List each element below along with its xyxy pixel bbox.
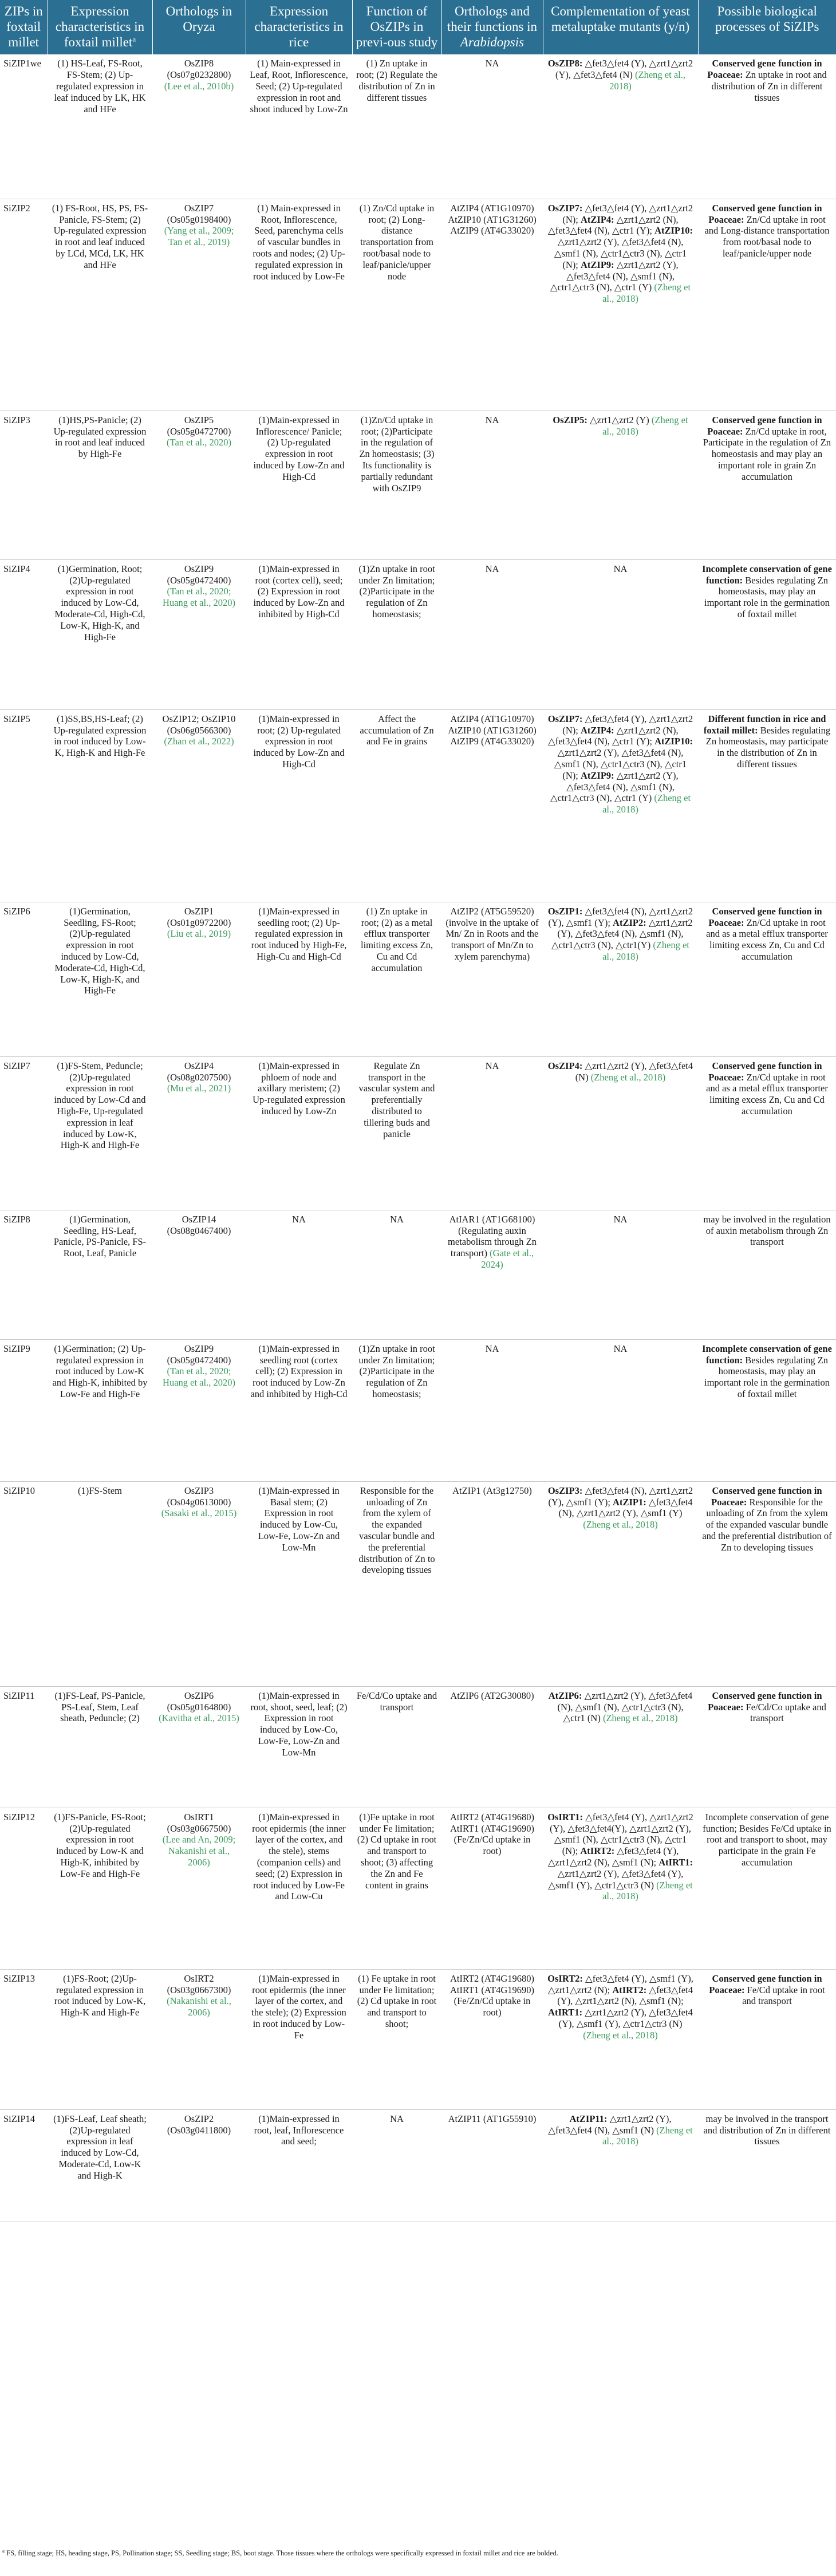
table-row bbox=[0, 902, 836, 1056]
table-header-row bbox=[0, 0, 836, 54]
citation-link[interactable]: (Liu et al., 2019) bbox=[167, 928, 231, 940]
ortholog-id: OsZIP12; OsZIP10 (Os06g0566300) bbox=[162, 713, 236, 736]
citation-link[interactable]: (Zheng et al., 2018) bbox=[602, 414, 688, 437]
rice-expression-cell: NA bbox=[246, 1210, 352, 1339]
zip-name-cell: SiZIP3 bbox=[0, 411, 48, 559]
oszip-function-cell: (1)Zn/Cd uptake in root; (2)Participate in the regulation of Zn homeostasis; (3) Its functionality is partially redundant with OsZIP9 bbox=[352, 411, 441, 559]
ortholog-id: OsZIP9 (Os05g0472400) bbox=[167, 1343, 231, 1366]
ortholog-id: OsZIP9 (Os05g0472400) bbox=[167, 563, 231, 586]
table-row bbox=[0, 709, 836, 902]
biological-process-cell: may be involved in the transport and distribution of Zn in different tissues bbox=[698, 2109, 836, 2222]
arabidopsis-text: AtIAR1 (AT1G68100) (Regulating auxin metabolism through Zn transport) bbox=[448, 1213, 537, 1259]
header-rice-expression: Expression characteristics in rice bbox=[246, 0, 352, 54]
oszip-function-cell: (1) Zn/Cd uptake in root; (2) Long-distance transportation from root/basal node to leaf/panicle/upper node bbox=[352, 199, 441, 411]
yeast-complementation-cell bbox=[543, 1686, 698, 1808]
yeast-text: AtZIP6: △zrt1△zrt2 (Y), △fet3△fet4 (N), △smf1 (N), △ctr1△ctr3 (N), △ctr1 (N) bbox=[548, 1690, 693, 1724]
yeast-complementation-cell bbox=[543, 2109, 698, 2222]
arabidopsis-text: NA bbox=[485, 58, 499, 69]
header-arabidopsis: Orthologs and their functions in Arabidopsis bbox=[441, 0, 543, 54]
foxtail-expression-cell: (1)FS-Leaf, Leaf sheath; (2)Up-regulated expression in leaf induced by Low-Cd, Moderate-Cd, Low-K and High-K bbox=[48, 2109, 152, 2222]
zip-name-cell: SiZIP4 bbox=[0, 559, 48, 709]
oszip-function-cell: (1)Zn uptake in root under Zn limitation; (2)Participate in the regulation of Zn homeostasis; bbox=[352, 559, 441, 709]
arabidopsis-text: AtZIP2 (AT5G59520) (involve in the uptake of Mn/ Zn in Roots and the transport of Mn/Zn to xylem parenchyma) bbox=[445, 905, 539, 962]
ortholog-id: OsZIP6 (Os05g0164800) bbox=[167, 1690, 231, 1713]
table-row bbox=[0, 1808, 836, 1969]
rice-expression-cell: (1)Main-expressed in phloem of node and axillary meristem; (2) Up-regulated expression induced by Low-Zn bbox=[246, 1056, 352, 1210]
yeast-complementation-cell bbox=[543, 1969, 698, 2109]
arabidopsis-ortholog-cell bbox=[441, 1969, 543, 2109]
yeast-text: NA bbox=[613, 1343, 628, 1354]
rice-ortholog-cell bbox=[152, 411, 246, 559]
table-footnote: $^a$ FS, filling stage; HS, heading stage, PS, Pollination stage; SS, Seedling stage; BS, boot stage. Those tissues where the orthologs were specifically expressed in foxtail millet and rice are bolded. bbox=[2, 2548, 558, 2558]
table-row bbox=[0, 1481, 836, 1686]
arabidopsis-ortholog-cell bbox=[441, 1210, 543, 1339]
oszip-function-cell: NA bbox=[352, 1210, 441, 1339]
biological-process-cell: Conserved gene function in Poaceae: Zn uptake in root and distribution of Zn in different tissues bbox=[698, 54, 836, 199]
zip-name-cell: SiZIP7 bbox=[0, 1056, 48, 1210]
arabidopsis-ortholog-cell bbox=[441, 902, 543, 1056]
table-row bbox=[0, 1210, 836, 1339]
yeast-text: NA bbox=[613, 1213, 628, 1225]
citation-link[interactable]: (Tan et al., 2020; Huang et al., 2020) bbox=[163, 1366, 235, 1388]
yeast-text: OsZIP7: △fet3△fet4 (Y), △zrt1△zrt2 (N); AtZIP4: △zrt1△zrt2 (N), △fet3△fet4 (N), △ctr1 (Y); AtZIP10: △zrt1△zrt2 (Y), △fet3△fet4 (N), △smf1 (N), △ctr1△ctr3 (N), △ctr1 (N); AtZIP9: △zrt1△zrt2 (Y), △fet3△fet4 (N), △smf1 (N), △ctr1△ctr3 (N), △ctr1 (Y) bbox=[547, 202, 693, 293]
rice-expression-cell: (1)Main-expressed in root, shoot, seed, leaf; (2) Expression in root induced by Low-Co, Low-Fe, Low-Zn and Low-Mn bbox=[246, 1686, 352, 1808]
ortholog-id: OsZIP7 (Os05g0198400) bbox=[167, 202, 231, 225]
table-row bbox=[0, 1686, 836, 1808]
arabidopsis-text: AtZIP6 (AT2G30080) bbox=[450, 1690, 534, 1701]
header-oszip-function: Function of OsZIPs in previ-ous study bbox=[352, 0, 441, 54]
rice-ortholog-cell bbox=[152, 2109, 246, 2222]
rice-expression-cell: (1)Main-expressed in seedling root; (2) Up-regulated expression in root induced by High-Fe, High-Cu and High-Cd bbox=[246, 902, 352, 1056]
yeast-complementation-cell bbox=[543, 54, 698, 199]
yeast-text: OsZIP3: △fet3△fet4 (N), △zrt1△zrt2 (Y), △smf1 (Y); AtZIP1: △fet3△fet4 (N), △zrt1△zrt2 (Y), △smf1 (Y) bbox=[547, 1485, 693, 1519]
rice-ortholog-cell bbox=[152, 902, 246, 1056]
foxtail-expression-cell: (1)Germination, Seedling, HS-Leaf, Panicle, PS-Panicle, FS-Root, Leaf, Panicle bbox=[48, 1210, 152, 1339]
citation-link[interactable]: (Yang et al., 2009; Tan et al., 2019) bbox=[164, 225, 234, 248]
biological-process-cell: Conserved gene function in Poaceae: Zn/Cd uptake in root and as a metal efflux transporter limiting excess Zn, Cu and Cd accumulation bbox=[698, 902, 836, 1056]
yeast-complementation-cell bbox=[543, 1210, 698, 1339]
citation-link[interactable]: (Zheng et al., 2018) bbox=[602, 282, 691, 305]
zip-name-cell: SiZIP6 bbox=[0, 902, 48, 1056]
foxtail-expression-cell: (1)FS-Root; (2)Up-regulated expression in root induced by Low-K, High-K and High-Fe bbox=[48, 1969, 152, 2109]
citation-link[interactable]: (Mu et al., 2021) bbox=[167, 1083, 231, 1094]
rice-expression-cell: (1) Main-expressed in Root, Inflorescence, Seed, parenchyma cells of vascular bundles in roots and nodes; (2) Up-regulated expression in root induced by Low-Fe bbox=[246, 199, 352, 411]
table-row bbox=[0, 1056, 836, 1210]
foxtail-expression-cell: (1)Germination, Seedling, FS-Root; (2)Up-regulated expression in root induced by Low-Cd, Moderate-Cd, High-Cd, Low-K, High-K, and High-Fe bbox=[48, 902, 152, 1056]
zip-name-cell: SiZIP10 bbox=[0, 1481, 48, 1686]
table-row bbox=[0, 1969, 836, 2109]
oszip-function-cell: Affect the accumulation of Zn and Fe in grains bbox=[352, 709, 441, 902]
yeast-text: NA bbox=[613, 563, 628, 574]
foxtail-expression-cell: (1)SS,BS,HS-Leaf; (2) Up-regulated expression in root induced by Low-K, High-K and High-Fe bbox=[48, 709, 152, 902]
arabidopsis-text: AtIRT2 (AT4G19680) AtIRT1 (AT4G19690) (Fe/Zn/Cd uptake in root) bbox=[449, 1973, 535, 2018]
yeast-complementation-cell bbox=[543, 411, 698, 559]
citation-link[interactable]: (Zheng et al., 2018) bbox=[609, 69, 685, 92]
oszip-function-cell: Fe/Cd/Co uptake and transport bbox=[352, 1686, 441, 1808]
yeast-text: OsZIP5: △zrt1△zrt2 (Y) bbox=[553, 414, 649, 425]
citation-link[interactable]: (Nakanishi et al., 2006) bbox=[167, 1995, 231, 2018]
header-zips: ZIPs in foxtail millet bbox=[0, 0, 48, 54]
citation-link[interactable]: (Kavitha et al., 2015) bbox=[159, 1713, 239, 1724]
ortholog-id: OsIRT1 (Os03g0667500) bbox=[167, 1811, 231, 1834]
citation-link[interactable]: (Zhan et al., 2022) bbox=[164, 736, 234, 747]
biological-process-cell: Conserved gene function in Poaceae: Zn/Cd uptake in root and as a metal efflux transporter limiting excess Zn, Cu and Cd accumulation bbox=[698, 1056, 836, 1210]
ortholog-id: OsIRT2 (Os03g0667300) bbox=[167, 1973, 231, 1995]
yeast-complementation-cell bbox=[543, 1056, 698, 1210]
citation-link[interactable]: (Sasaki et al., 2015) bbox=[161, 1508, 237, 1519]
arabidopsis-text: AtZIP1 (At3g12750) bbox=[452, 1485, 532, 1496]
biological-process-cell: Conserved gene function in Poaceae: Zn/Cd uptake in root, Participate in the regulation of Zn homeostasis and may play an important role in grain Zn accumulation bbox=[698, 411, 836, 559]
zip-name-cell: SiZIP5 bbox=[0, 709, 48, 902]
rice-ortholog-cell bbox=[152, 1210, 246, 1339]
rice-ortholog-cell bbox=[152, 199, 246, 411]
header-orthologs-oryza: Orthologs in Oryza bbox=[152, 0, 246, 54]
rice-ortholog-cell bbox=[152, 1808, 246, 1969]
biological-process-cell: Conserved gene function in Poaceae: Fe/Cd/Co uptake and transport bbox=[698, 1686, 836, 1808]
citation-link[interactable]: (Zheng et al., 2018) bbox=[583, 1519, 658, 1530]
header-biological-processes: Possible biological processes of SiZIPs bbox=[698, 0, 836, 54]
table-row bbox=[0, 411, 836, 559]
table-row bbox=[0, 199, 836, 411]
oszip-function-cell: Regulate Zn transport in the vascular system and preferentially distributed to tillering buds and panicle bbox=[352, 1056, 441, 1210]
rice-expression-cell: (1)Main-expressed in root (cortex cell), seed; (2) Expression in root induced by Low-Zn and inhibited by High-Cd bbox=[246, 559, 352, 709]
oszip-function-cell: (1) Zn uptake in root; (2) as a metal efflux transporter limiting excess Zn, Cu and Cd accumulation bbox=[352, 902, 441, 1056]
arabidopsis-text: NA bbox=[485, 414, 499, 425]
table-row bbox=[0, 1339, 836, 1481]
foxtail-expression-cell: (1)Germination; (2) Up-regulated expression in root induced by Low-K and High-K, inhibited by Low-Fe and High-Fe bbox=[48, 1339, 152, 1481]
arabidopsis-text: NA bbox=[485, 1060, 499, 1071]
arabidopsis-ortholog-cell bbox=[441, 559, 543, 709]
zip-name-cell: SiZIP11 bbox=[0, 1686, 48, 1808]
citation-link[interactable]: (Zheng et al., 2018) bbox=[602, 792, 691, 815]
foxtail-expression-cell: (1)FS-Stem, Peduncle; (2)Up-regulated expression in root induced by Low-Cd and High-Fe, Up-regulated expression in leaf induced by Low-K, High-K and High-Fe bbox=[48, 1056, 152, 1210]
arabidopsis-text: AtZIP4 (AT1G10970) AtZIP10 (AT1G31260) AtZIP9 (AT4G33020) bbox=[448, 713, 537, 747]
table-row bbox=[0, 559, 836, 709]
foxtail-expression-cell: (1) HS-Leaf, FS-Root, FS-Stem; (2) Up-regulated expression in leaf induced by LK, HK and HFe bbox=[48, 54, 152, 199]
rice-ortholog-cell bbox=[152, 559, 246, 709]
yeast-text: OsZIP8: △fet3△fet4 (Y), △zrt1△zrt2 (Y), △fet3△fet4 (N) bbox=[547, 58, 693, 81]
biological-process-cell: Conserved gene function in Poaceae: Responsible for the unloading of Zn from the xylem of the expanded vascular bundle and the preferential distribution of Zn to developing tissues bbox=[698, 1481, 836, 1686]
yeast-complementation-cell bbox=[543, 709, 698, 902]
ortholog-id: OsZIP14 (Os08g0467400) bbox=[167, 1213, 231, 1236]
arabidopsis-ortholog-cell bbox=[441, 1808, 543, 1969]
citation-link[interactable]: (Zheng et al., 2018) bbox=[602, 2124, 693, 2147]
arabidopsis-ortholog-cell bbox=[441, 2109, 543, 2222]
arabidopsis-text: AtIRT2 (AT4G19680) AtIRT1 (AT4G19690) (Fe/Zn/Cd uptake in root) bbox=[449, 1811, 535, 1857]
rice-ortholog-cell bbox=[152, 1339, 246, 1481]
citation-link[interactable]: (Zheng et al., 2018) bbox=[600, 1713, 678, 1724]
zip-name-cell: SiZIP1we bbox=[0, 54, 48, 199]
citation-link[interactable]: (Zheng et al., 2018) bbox=[583, 2029, 658, 2041]
ortholog-id: OsZIP2 (Os03g0411800) bbox=[167, 2113, 231, 2136]
zip-name-cell: SiZIP13 bbox=[0, 1969, 48, 2109]
oszip-function-cell: (1) Zn uptake in root; (2) Regulate the distribution of Zn in different tissues bbox=[352, 54, 441, 199]
arabidopsis-text: AtZIP11 (AT1G55910) bbox=[448, 2113, 537, 2124]
citation-link[interactable]: (Zheng et al., 2018) bbox=[588, 1071, 666, 1083]
rice-expression-cell: (1)Main-expressed in Basal stem; (2) Expression in root induced by Low-Cu, Low-Fe, Low-Zn and Low-Mn bbox=[246, 1481, 352, 1686]
arabidopsis-ortholog-cell bbox=[441, 1056, 543, 1210]
citation-link[interactable]: (Zheng et al., 2018) bbox=[602, 940, 690, 962]
biological-process-cell: Conserved gene function in Poaceae: Fe/Cd uptake in root and transport bbox=[698, 1969, 836, 2109]
yeast-text: AtZIP11: △zrt1△zrt2 (Y), △fet3△fet4 (N), △smf1 (N) bbox=[548, 2113, 672, 2136]
yeast-complementation-cell bbox=[543, 1481, 698, 1686]
citation-link[interactable]: (Lee and An, 2009; Nakanishi et al., 2006) bbox=[162, 1834, 236, 1868]
oszip-function-cell: (1)Fe uptake in root under Fe limitation; (2) Cd uptake in root and transport to shoot; (3) affecting the Zn and Fe content in grains bbox=[352, 1808, 441, 1969]
ortholog-id: OsZIP4 (Os08g0207500) bbox=[167, 1060, 231, 1083]
biological-process-cell: Incomplete conservation of gene function: Besides regulating Zn homeostasis, may play an important role in the germination of foxtail millet bbox=[698, 559, 836, 709]
ortholog-id: OsZIP5 (Os05g0472700) bbox=[167, 414, 231, 437]
biological-process-cell: Incomplete conservation of gene function: Besides regulating Zn homeostasis, may play an important role in the germination of foxtail millet bbox=[698, 1339, 836, 1481]
ortholog-id: OsZIP8 (Os07g0232800) bbox=[167, 58, 231, 81]
arabidopsis-ortholog-cell bbox=[441, 1481, 543, 1686]
citation-link[interactable]: (Gate et al., 2024) bbox=[481, 1248, 534, 1271]
biological-process-cell: Different function in rice and foxtail millet: Besides regulating Zn homeostasis, may participate in the distribution of Zn in different tissues bbox=[698, 709, 836, 902]
yeast-complementation-cell bbox=[543, 199, 698, 411]
rice-ortholog-cell bbox=[152, 1686, 246, 1808]
arabidopsis-text: NA bbox=[485, 1343, 499, 1354]
table-row bbox=[0, 54, 836, 199]
oszip-function-cell: NA bbox=[352, 2109, 441, 2222]
yeast-text: OsZIP7: △fet3△fet4 (Y), △zrt1△zrt2 (N); AtZIP4: △zrt1△zrt2 (N), △fet3△fet4 (N), △ctr1 (Y); AtZIP10: △zrt1△zrt2 (Y), △fet3△fet4 (N), △smf1 (N), △ctr1△ctr3 (N), △ctr1 (N); AtZIP9: △zrt1△zrt2 (Y), △fet3△fet4 (N), △smf1 (N), △ctr1△ctr3 (N), △ctr1 (Y) bbox=[547, 713, 693, 804]
zip-name-cell: SiZIP9 bbox=[0, 1339, 48, 1481]
citation-link[interactable]: (Zheng et al., 2018) bbox=[602, 1879, 693, 1902]
zip-name-cell: SiZIP2 bbox=[0, 199, 48, 411]
yeast-text: OsZIP1: △fet3△fet4 (N), △zrt1△zrt2 (Y), △smf1 (Y); AtZIP2: △zrt1△zrt2 (Y), △fet3△fet4 (N), △smf1 (N), △ctr1△ctr3 (N), △ctr1(Y) bbox=[547, 905, 693, 951]
yeast-complementation-cell bbox=[543, 1808, 698, 1969]
ortholog-id: OsZIP1 (Os01g0972200) bbox=[167, 905, 231, 928]
rice-expression-cell: (1)Main-expressed in root epidermis (the inner layer of the cortex, and the stele); (2) Expression in root induced by Low-Fe bbox=[246, 1969, 352, 2109]
rice-ortholog-cell bbox=[152, 1056, 246, 1210]
yeast-text: OsIRT1: △fet3△fet4 (Y), △zrt1△zrt2 (Y), △fet3△fet4(Y), △zrt1△zrt2 (Y), △smf1 (N), △ctr1△ctr3 (N), △ctr1 (N); AtIRT2: △fet3△fet4 (Y), △zrt1△zrt2 (N), △smf1 (N); AtIRT1: △zrt1△zrt2 (Y), △fet3△fet4 (Y), △smf1 (Y), △ctr1△ctr3 (N) bbox=[547, 1811, 693, 1891]
biological-process-cell: Incomplete conservation of gene function; Besides Fe/Cd uptake in root and transport to shoot, may participate in the grain Fe accumulation bbox=[698, 1808, 836, 1969]
rice-ortholog-cell bbox=[152, 709, 246, 902]
table-row bbox=[0, 2109, 836, 2222]
zip-name-cell: SiZIP12 bbox=[0, 1808, 48, 1969]
rice-ortholog-cell bbox=[152, 54, 246, 199]
arabidopsis-text: AtZIP4 (AT1G10970) AtZIP10 (AT1G31260) AtZIP9 (AT4G33020) bbox=[448, 202, 537, 236]
arabidopsis-ortholog-cell bbox=[441, 709, 543, 902]
foxtail-expression-cell: (1)Germination, Root; (2)Up-regulated expression in root induced by Low-Cd, Moderate-Cd, High-Cd, Low-K, High-K, and High-Fe bbox=[48, 559, 152, 709]
arabidopsis-text: NA bbox=[485, 563, 499, 574]
arabidopsis-ortholog-cell bbox=[441, 411, 543, 559]
rice-expression-cell: (1)Main-expressed in root epidermis (the inner layer of the cortex, and the stele), stems (companion cells) and seed; (2) Expression in root induced by Low-Fe and Low-Cu bbox=[246, 1808, 352, 1969]
oszip-function-cell: Responsible for the unloading of Zn from the xylem of the expanded vascular bundle and the preferential distribution of Zn to developing tissues bbox=[352, 1481, 441, 1686]
foxtail-expression-cell: (1)HS,PS-Panicle; (2) Up-regulated expression in root and leaf induced by High-Fe bbox=[48, 411, 152, 559]
rice-expression-cell: (1)Main-expressed in root; (2) Up-regulated expression in root induced by Low-Zn and High-Cd bbox=[246, 709, 352, 902]
citation-link[interactable]: (Tan et al., 2020) bbox=[167, 437, 231, 448]
biological-process-cell: may be involved in the regulation of auxin metabolism through Zn transport bbox=[698, 1210, 836, 1339]
ortholog-id: OsZIP3 (Os04g0613000) bbox=[167, 1485, 231, 1508]
yeast-text: OsZIP4: △zrt1△zrt2 (Y), △fet3△fet4 (N) bbox=[547, 1060, 693, 1083]
foxtail-expression-cell: (1)FS-Leaf, PS-Panicle, PS-Leaf, Stem, Leaf sheath, Peduncle; (2) bbox=[48, 1686, 152, 1808]
arabidopsis-ortholog-cell bbox=[441, 54, 543, 199]
citation-link[interactable]: (Tan et al., 2020; Huang et al., 2020) bbox=[163, 586, 235, 609]
rice-ortholog-cell bbox=[152, 1969, 246, 2109]
foxtail-expression-cell: (1)FS-Stem bbox=[48, 1481, 152, 1686]
rice-expression-cell: (1)Main-expressed in Inflorescence/ Panicle; (2) Up-regulated expression in root induced by Low-Zn and High-Cd bbox=[246, 411, 352, 559]
header-foxtail-expression: Expression characteristics in foxtail millet$^a$ bbox=[48, 0, 152, 54]
yeast-complementation-cell bbox=[543, 902, 698, 1056]
zip-name-cell: SiZIP14 bbox=[0, 2109, 48, 2222]
yeast-complementation-cell bbox=[543, 1339, 698, 1481]
arabidopsis-ortholog-cell bbox=[441, 1339, 543, 1481]
oszip-function-cell: (1)Zn uptake in root under Zn limitation; (2)Participate in the regulation of Zn homeostasis; bbox=[352, 1339, 441, 1481]
rice-expression-cell: (1)Main-expressed in seedling root (cortex cell); (2) Expression in root induced by Low-Zn and inhibited by High-Cd bbox=[246, 1339, 352, 1481]
foxtail-expression-cell: (1) FS-Root, HS, PS, FS-Panicle, FS-Stem; (2) Up-regulated expression in root and leaf induced by LCd, MCd, LK, HK and HFe bbox=[48, 199, 152, 411]
arabidopsis-ortholog-cell bbox=[441, 1686, 543, 1808]
biological-process-cell: Conserved gene function in Poaceae: Zn/Cd uptake in root and Long-distance transportation from root/basal node to leaf/panicle/upper node bbox=[698, 199, 836, 411]
yeast-text: OsIRT2: △fet3△fet4 (Y), △smf1 (Y), △zrt1△zrt2 (N); AtIRT2: △fet3△fet4 (Y), △zrt1△zrt2 (N), △smf1 (N); AtIRT1: △zrt1△zrt2 (Y), △fet3△fet4 (Y), △smf1 (Y), △ctr1△ctr3 (N) bbox=[547, 1973, 693, 2030]
header-yeast-complementation: Complementation of yeast metaluptake mutants (y/n) bbox=[543, 0, 698, 54]
rice-expression-cell: (1)Main-expressed in root, leaf, Inflorescence and seed; bbox=[246, 2109, 352, 2222]
rice-expression-cell: (1) Main-expressed in Leaf, Root, Inflorescence, Seed; (2) Up-regulated expression in root and shoot induced by Low-Zn bbox=[246, 54, 352, 199]
rice-ortholog-cell bbox=[152, 1481, 246, 1686]
yeast-complementation-cell bbox=[543, 559, 698, 709]
oszip-function-cell: (1) Fe uptake in root under Fe limitation; (2) Cd uptake in root and transport to shoot; bbox=[352, 1969, 441, 2109]
citation-link[interactable]: (Lee et al., 2010b) bbox=[164, 80, 234, 92]
foxtail-expression-cell: (1)FS-Panicle, FS-Root; (2)Up-regulated expression in root induced by Low-K and High-K, inhibited by Low-Fe and High-Fe bbox=[48, 1808, 152, 1969]
zip-name-cell: SiZIP8 bbox=[0, 1210, 48, 1339]
arabidopsis-ortholog-cell bbox=[441, 199, 543, 411]
